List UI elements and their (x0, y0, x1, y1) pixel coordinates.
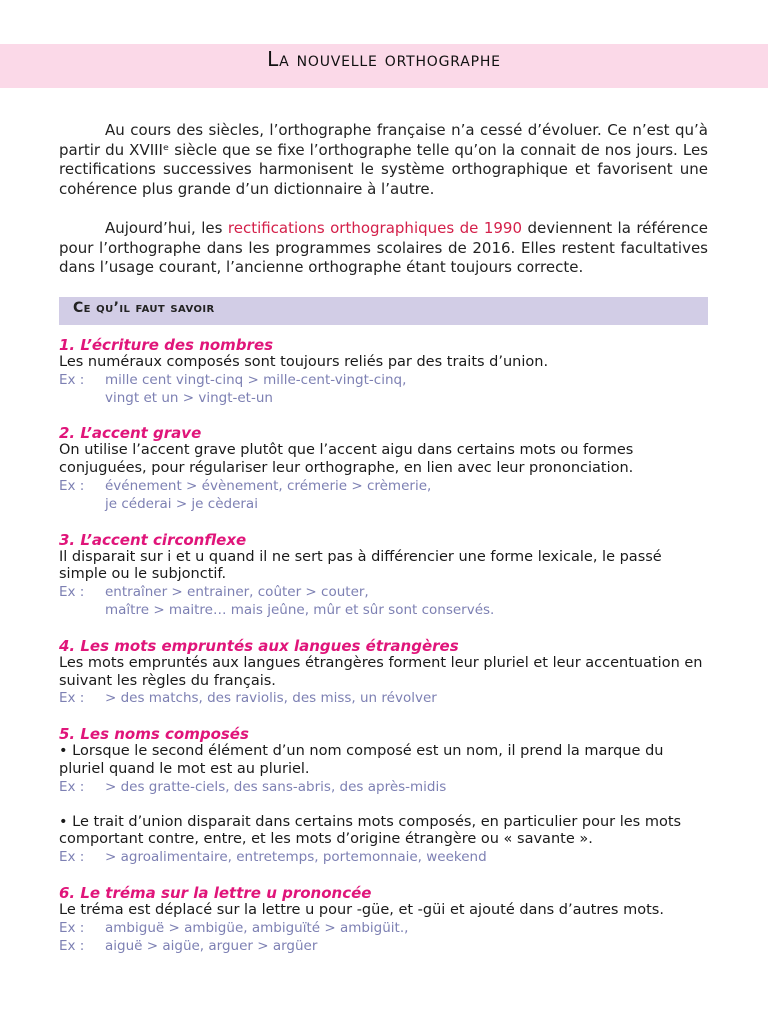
rule-title: 1. L’écriture des nombres (59, 336, 274, 354)
intro-text-2a: Aujourd’hui, les (105, 219, 228, 237)
rule-text: • Le trait d’union disparait dans certains mots composés, en particulier pour les mots comportant contre, entre, et les mots d’origine étrangère ou « savante ». (59, 813, 682, 848)
example-label: Ex : (59, 919, 85, 936)
intro-paragraph-1 (59, 121, 708, 199)
example-text: aiguë > aigüe, arguer > argüer (105, 937, 318, 954)
rule-section (59, 884, 709, 955)
example-label: Ex : (59, 690, 85, 707)
rule-section (59, 637, 709, 708)
intro-text-2b: deviennent la référence pour l’orthographe dans les programmes scolaires de 2016. Elles restent facultatives dans l’usage courant, l’ancienne orthographe étant toujours correcte. (59, 219, 708, 276)
rule-title: 3. L’accent circonflexe (59, 530, 247, 549)
rule-text: Les mots empruntés aux langues étrangères forment leur pluriel et leur accentuation en suivant les règles du français. (59, 654, 703, 689)
rule-text: On utilise l’accent grave plutôt que l’accent aigu dans certains mots ou formes conjuguées, pour régulariser leur orthographe, en lien avec leur prononciation. (59, 442, 634, 477)
rule-title: 2. L’accent grave (59, 424, 202, 443)
intro-paragraph-2 (59, 219, 708, 278)
rule-example (59, 372, 709, 390)
example-text: entraîner > entrainer, coûter > couter, (105, 584, 369, 601)
example-text: > des matchs, des raviolis, des miss, un révolver (105, 690, 437, 707)
page-title: La nouvelle orthographe (267, 47, 501, 71)
example-label: Ex : (59, 584, 85, 601)
example-text: ambiguë > ambigüe, ambiguïté > ambigüit., (105, 919, 409, 936)
rule-text: Les numéraux composés sont toujours reliés par des traits d’union. (59, 354, 549, 370)
intro-text-1: Au cours des siècles, l’orthographe française n’a cessé d’évoluer. Ce n’est qu’à partir du XVIIIᵉ siècle que se fixe l’orthographe telle qu’on la connait de nos jours. Les rectifications successives harmonisent le système orthographique et favorisent une cohérence plus grande d’un dictionnaire à l’autre. (59, 121, 708, 198)
rule-text: Le tréma est déplacé sur la lettre u pour -güe, et -güi et ajouté dans d’autres mots. (59, 901, 664, 918)
example-text: événement > évènement, crémerie > crèmerie, (105, 477, 432, 494)
rule-example (59, 390, 709, 408)
example-text: maître > maitre… mais jeûne, mûr et sûr sont conservés. (105, 601, 495, 618)
rule-example (59, 920, 709, 938)
rule-title: 6. Le tréma sur la lettre u prononcée (59, 883, 372, 902)
rule-section (59, 424, 709, 513)
intro-highlight: rectifications orthographiques de 1990 (227, 219, 522, 237)
rules-list (59, 336, 709, 972)
example-text: mille cent vingt-cinq > mille-cent-vingt-cinq, (105, 371, 407, 388)
example-label: Ex : (59, 371, 85, 388)
rule-text: • Lorsque le second élément d’un nom composé est un nom, il prend la marque du pluriel quand le mot est au pluriel. (59, 743, 664, 777)
rule-title: 4. Les mots empruntés aux langues étrangères (59, 636, 459, 655)
rule-example (59, 938, 709, 956)
rule-example (59, 602, 709, 620)
rule-example (59, 849, 709, 867)
rule-example (59, 779, 709, 797)
rule-example (59, 478, 709, 496)
section-header-label: Ce qu’il faut savoir (73, 300, 215, 316)
example-label: Ex : (59, 937, 85, 954)
rule-section (59, 725, 709, 867)
example-label: Ex : (59, 477, 85, 494)
example-text: > agroalimentaire, entretemps, portemonnaie, weekend (105, 849, 487, 866)
example-text: > des gratte-ciels, des sans-abris, des après-midis (105, 778, 447, 795)
rule-text: Il disparait sur i et u quand il ne sert pas à différencier une forme lexicale, le passé simple ou le subjonctif. (59, 548, 662, 583)
example-label: Ex : (59, 849, 85, 866)
rule-section (59, 531, 709, 620)
example-text: je céderai > je cèderai (105, 495, 258, 512)
rule-section (59, 336, 709, 407)
rule-example (59, 690, 709, 708)
rule-example (59, 496, 709, 514)
rule-title: 5. Les noms composés (59, 725, 249, 744)
example-label: Ex : (59, 778, 85, 795)
spacer (59, 797, 709, 814)
rule-example (59, 584, 709, 602)
example-text: vingt et un > vingt-et-un (105, 389, 273, 406)
